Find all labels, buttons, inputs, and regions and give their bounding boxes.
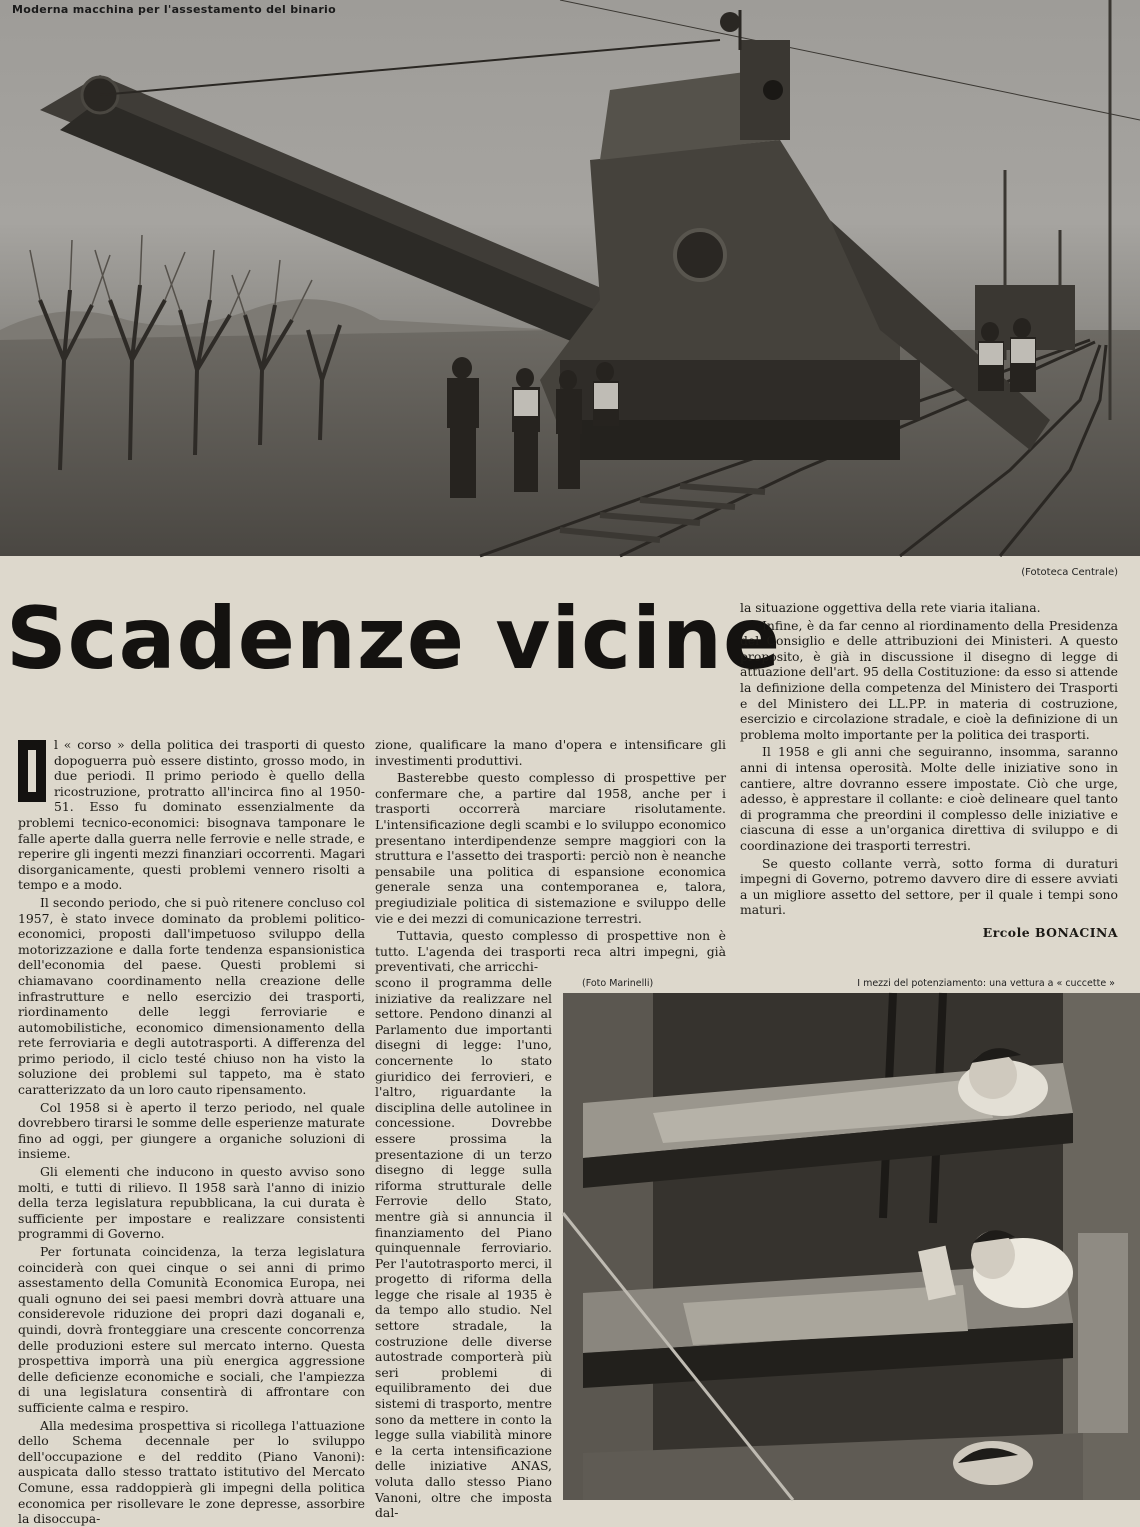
paragraph: Il secondo periodo, che si può ritenere concluso col 1957, è stato invece dominato da problemi politico-economici, proposti dall'impetuoso sviluppo della motorizzazione e dalla forte tendenza espansionistica dell'economia del paese. Questi problemi si chiamavano coordinamento nella creazione delle infrastrutture e nello esercizio dei trasporti, riordinamento delle leggi ferroviarie e automobilistiche, economico dimensionamento della rete ferroviaria e degli autotrasporti. A differenza del primo periodo, il ciclo testé chiuso non ha visto la soluzione dei problemi sul tappeto, ma è stato caratterizzato da un loro cauto ripensamento.	[18, 894, 365, 1098]
article-headline: Scadenze vicine	[6, 589, 782, 689]
paragraph: Tuttavia, questo complesso di prospettive non è tutto. L'agenda dei trasporti reca altri impegni, già preventivati, che arricchi-	[375, 928, 726, 975]
paragraph: Gli elementi che inducono in questo avviso sono molti, e tutti di rilievo. Il 1958 sarà l'anno di inizio della terza legislatura repubblicana, la cui durata è sufficiente per impostare e realizzare consistenti programmi di Governo.	[18, 1164, 365, 1242]
paragraph: Il 1958 e gli anni che seguiranno, insomma, saranno anni di intensa operosità. Molte delle iniziative sono in cantiere, altre dovranno essere impostate. Ciò che urge, adesso, è apprestare il collante: e cioè delineare quel tanto di programma che preordini il complesso delle iniziative e ciascuna di esse a un'organica direttiva di sviluppo e di coordinazione dei trasporti terrestri.	[740, 744, 1118, 853]
sleeper-car-photo	[563, 993, 1140, 1500]
paragraph: Infine, è da far cenno al riordinamento della Presidenza del Consiglio e delle attribuzioni dei Ministeri. A questo proposito, è già in discussione il disegno di legge di attuazione dell'art. 95 della Costituzione: da esso si attende la definizione della competenza del Ministero dei Trasporti e del Ministero dei LL.PP. in materia di costruzione, esercizio e circolazione stradale, e cioè la definizione di un problema molto importante per la politica dei trasporti.	[740, 617, 1118, 742]
track-machine-illustration	[0, 0, 1140, 556]
paragraph: scono il programma delle iniziative da realizzare nel settore. Pendono dinanzi al Parlamento due importanti disegni di legge: l'uno, concernente lo stato giuridico dei ferrovieri, e l'altro, riguardante la disciplina delle autolinee in concessione. Dovrebbe essere prossima la presentazione di un terzo disegno di legge sulla riforma strutturale delle Ferrovie dello Stato, mentre già si annuncia il finanziamento del Piano quinquennale ferroviario. Per l'autotrasporto merci, il progetto di riforma della legge che risale al 1935 è da tempo allo studio. Nel settore stradale, la costruzione delle diverse autostrade comporterà più seri problemi di equilibramento dei due sistemi di trasporto, mentre sono da mettere in conto la legge sulla viabilità minore e la certa intensificazione delle iniziative ANAS, voluta dallo stesso Piano Vanoni, oltre che imposta dal-	[375, 975, 552, 1521]
author-signature: Ercole BONACINA	[982, 925, 1118, 940]
article-column-2	[375, 737, 726, 975]
article-column-1	[18, 737, 365, 1527]
photo-credit-bottom: (Foto Marinelli)	[582, 978, 654, 989]
paragraph: zione, qualificare la mano d'opera e intensificare gli investimenti produttivi.	[375, 737, 726, 768]
paragraph: l « corso » della politica dei trasporti di questo dopoguerra può essere distinto, grosso modo, in due periodi. Il primo periodo è quello della ricostruzione, protratto all'incirca fino al 1950-51. Esso fu dominato essenzialmente da problemi tecnico-economici: bisognava tamponare le falle aperte dalla guerra nelle ferrovie e nelle strade, e reperire gli ingenti mezzi finanziari occorrenti. Magari disorganicamente, questi problemi vennero risolti a tempo e a modo.	[18, 737, 365, 893]
paragraph: Basterebbe questo complesso di prospettive per confermare che, a partire dal 1958, anche per i trasporti occorrerà marciare risolutamente. L'intensificazione degli scambi e lo sviluppo economico presentano interdipendenze sempre maggiori con la struttura e l'assetto dei trasporti: perciò non è neanche pensabile una politica di espansione economica generale senza una contemporanea e, talora, pregiudiziale politica di sistemazione e sviluppo delle vie e dei mezzi di comunicazione terrestri.	[375, 770, 726, 926]
paragraph: Se questo collante verrà, sotto forma di duraturi impegni di Governo, potremo davvero dire di essere avviati a un migliore assetto del settore, per il quale i tempi sono maturi.	[740, 855, 1118, 918]
article-column-3	[740, 600, 1118, 940]
drop-cap-i	[18, 740, 46, 802]
paragraph: Col 1958 si è aperto il terzo periodo, nel quale dovrebbero tirarsi le somme delle esperienze maturate fino ad oggi, per giungere a organiche soluzioni di insieme.	[18, 1099, 365, 1162]
photo-caption-top: Moderna macchina per l'assestamento del binario	[12, 3, 336, 16]
sleeper-car-illustration	[563, 993, 1140, 1500]
track-machine-photo	[0, 0, 1140, 556]
paragraph: Per fortunata coincidenza, la terza legislatura coinciderà con quei cinque o sei anni di primo assestamento della Comunità Economica Europa, nei quali ognuno dei sei paesi membri dovrà attuare una considerevole riduzione dei propri dazi doganali e, quindi, dovrà fronteggiare una crescente concorrenza delle produzioni estere sul mercato interno. Questa prospettiva imporrà una più energica aggressione delle deficienze economiche e sociali, che l'ampiezza di una legislatura consentirà di affrontare con sufficiente calma e respiro.	[18, 1244, 365, 1415]
article-column-2-narrow	[375, 975, 552, 1521]
paragraph: la situazione oggettiva della rete viaria italiana.	[740, 600, 1041, 615]
photo-credit-top: (Fototeca Centrale)	[1021, 567, 1118, 578]
paragraph: Alla medesima prospettiva si ricollega l'attuazione dello Schema decennale per lo sviluppo dell'occupazione e del reddito (Piano Vanoni): auspicata dallo stesso trattato istitutivo del Mercato Comune, essa raddoppierà gli impegni della politica economica per risollevare le zone depresse, assorbire la disoccupa-	[18, 1417, 365, 1527]
photo-caption-bottom: I mezzi del potenziamento: una vettura a « cuccette »	[857, 978, 1115, 989]
